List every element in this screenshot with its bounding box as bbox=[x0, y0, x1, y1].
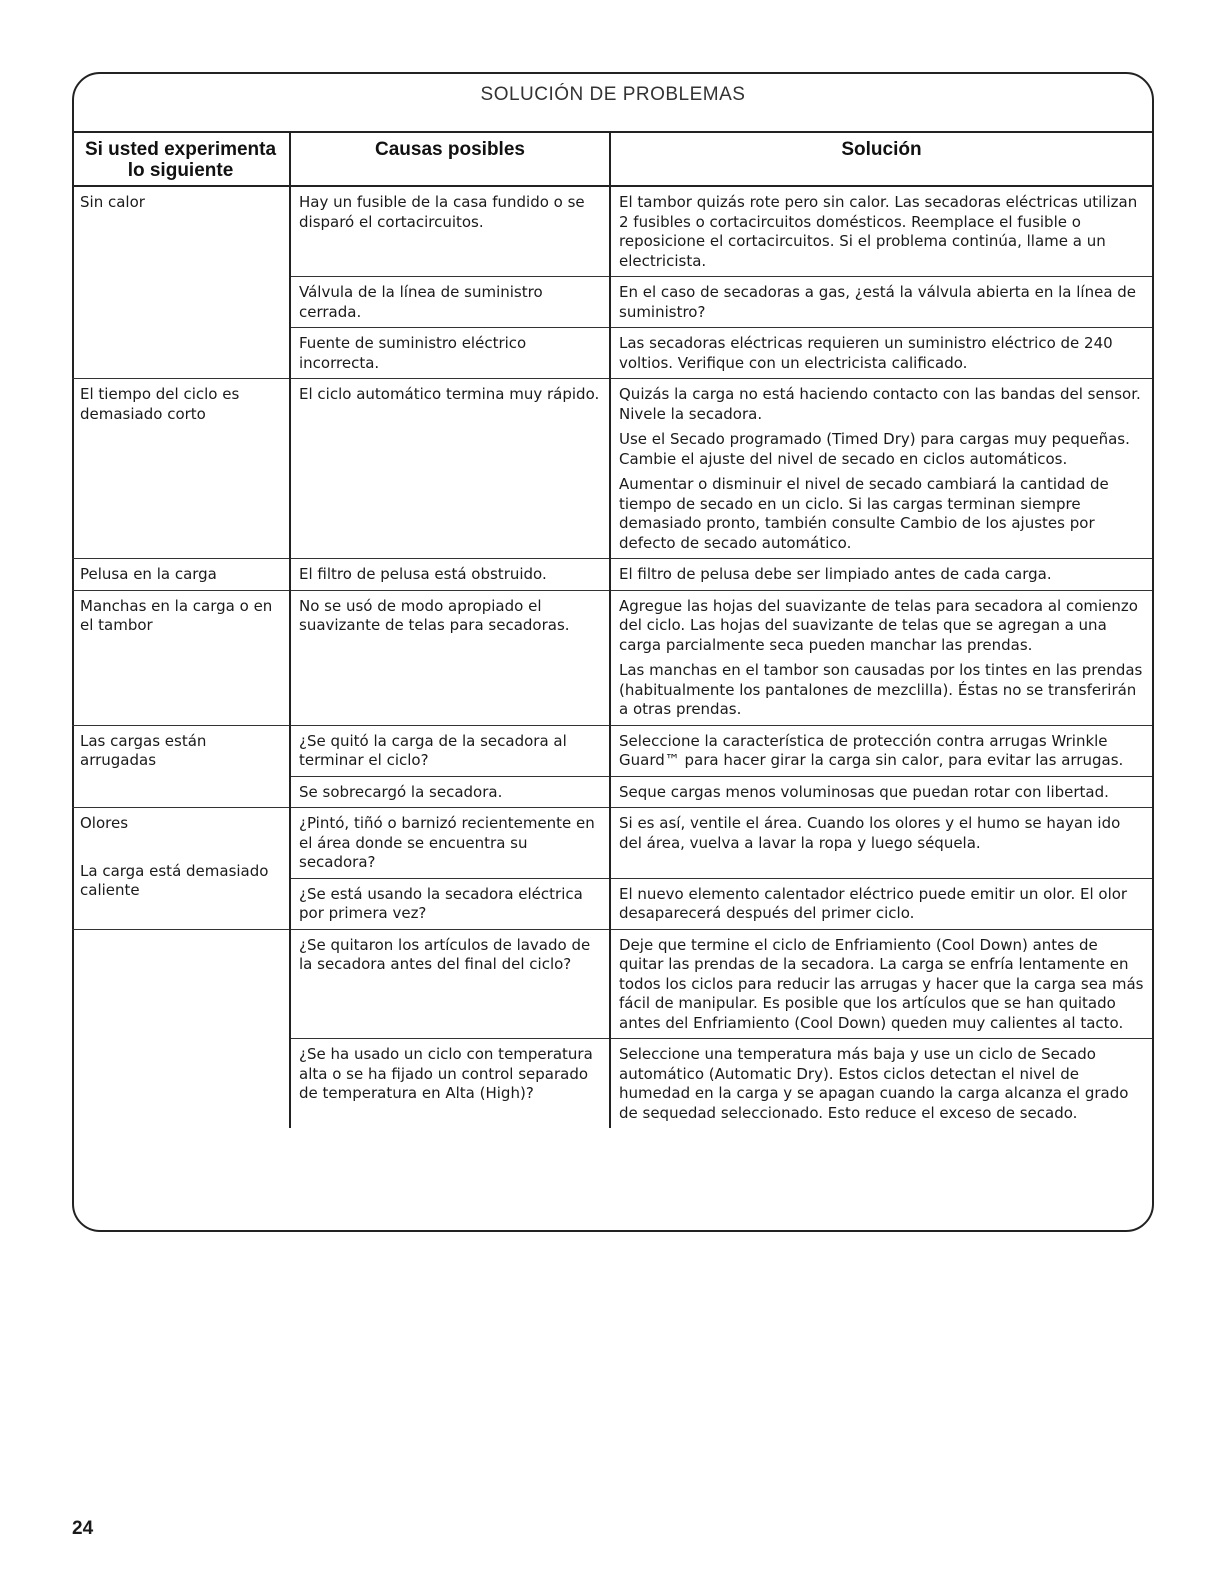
problem-text: Olores bbox=[80, 814, 129, 832]
solution-text: En el caso de secadoras a gas, ¿está la válvula abierta en la línea de suministro? bbox=[619, 283, 1137, 321]
solution-text: Aumentar o disminuir el nivel de secado cambiará la cantidad de tiempo de secado en un ciclo. Si las cargas terminan siempre demasiado pronto, también consulte Cambio de los ajustes por defecto de secado automático. bbox=[619, 475, 1109, 552]
cause-cell: Fuente de suministro eléctrico incorrecta. bbox=[290, 328, 610, 379]
cause-cell: No se usó de modo apropiado el suavizante de telas para secadoras. bbox=[290, 590, 610, 725]
cause-cell: ¿Se quitó la carga de la secadora al terminar el ciclo? bbox=[290, 725, 610, 776]
solution-text: El tambor quizás rote pero sin calor. Las secadoras eléctricas utilizan 2 fusibles o cortacircuitos domésticos. Reemplace el fusible o reposicione el cortacircuitos. Si el problema continúa, llame a un electricista. bbox=[619, 193, 1138, 270]
problem-cell bbox=[72, 808, 290, 930]
table-row bbox=[72, 725, 1152, 776]
problem-cell: Manchas en la carga o en el tambor bbox=[72, 590, 290, 725]
solution-cell bbox=[610, 1039, 1152, 1129]
troubleshooting-table-wrap bbox=[72, 131, 1152, 1128]
solution-cell bbox=[610, 590, 1152, 725]
troubleshooting-table bbox=[72, 131, 1152, 1128]
table-header-row bbox=[72, 132, 1152, 186]
table-row bbox=[72, 379, 1152, 559]
cause-cell: ¿Se está usando la secadora eléctrica por primera vez? bbox=[290, 878, 610, 929]
table-row bbox=[72, 186, 1152, 277]
solution-text: El nuevo elemento calentador eléctrico puede emitir un olor. El olor desaparecerá después del primer ciclo. bbox=[619, 884, 1128, 922]
table-row bbox=[72, 590, 1152, 725]
header-cause: Causas posibles bbox=[290, 132, 610, 186]
solution-cell bbox=[610, 929, 1152, 1039]
solution-cell bbox=[610, 277, 1152, 328]
cause-cell: ¿Se ha usado un ciclo con temperatura alta o se ha fijado un control separado de temperatura en Alta (High)? bbox=[290, 1039, 610, 1129]
solution-cell bbox=[610, 559, 1152, 591]
cause-cell: ¿Pintó, tiñó o barnizó recientemente en el área donde se encuentra su secadora? bbox=[290, 808, 610, 879]
cause-cell: El filtro de pelusa está obstruido. bbox=[290, 559, 610, 591]
solution-cell bbox=[610, 328, 1152, 379]
cause-cell: Se sobrecargó la secadora. bbox=[290, 776, 610, 808]
cause-cell: Válvula de la línea de suministro cerrada. bbox=[290, 277, 610, 328]
solution-cell bbox=[610, 186, 1152, 277]
page-number: 24 bbox=[72, 1518, 94, 1539]
problem-text: La carga está demasiado caliente bbox=[80, 861, 269, 899]
cause-cell: Hay un fusible de la casa fundido o se disparó el cortacircuitos. bbox=[290, 186, 610, 277]
problem-cell: El tiempo del ciclo es demasiado corto bbox=[72, 379, 290, 559]
problem-cell: Las cargas están arrugadas bbox=[72, 725, 290, 808]
cause-cell: El ciclo automático termina muy rápido. bbox=[290, 379, 610, 559]
header-problem: Si usted experimenta lo siguiente bbox=[72, 132, 290, 186]
solution-text: Seque cargas menos voluminosas que puedan rotar con libertad. bbox=[619, 782, 1109, 801]
problem-cell: Sin calor bbox=[80, 193, 145, 211]
cause-cell: ¿Se quitaron los artículos de lavado de la secadora antes del final del ciclo? bbox=[290, 929, 610, 1039]
solution-cell bbox=[610, 808, 1152, 879]
solution-text: Seleccione una temperatura más baja y use un ciclo de Secado automático (Automatic Dry). Estos ciclos detectan el nivel de humedad en la carga y se apagan cuando la carga alcanza el grado de sequedad seleccionado. Esto reduce el exceso de secado. bbox=[619, 1045, 1129, 1122]
solution-cell bbox=[610, 725, 1152, 776]
solution-text: Seleccione la característica de protección contra arrugas Wrinkle Guard™ para hacer girar la carga sin calor, para evitar las arrugas. bbox=[619, 731, 1124, 769]
table-row bbox=[72, 808, 1152, 879]
table-row bbox=[72, 929, 1152, 1039]
solution-text: Si es así, ventile el área. Cuando los olores y el humo se hayan ido del área, vuelva a lavar la ropa y luego séquela. bbox=[619, 814, 1121, 852]
solution-cell bbox=[610, 379, 1152, 559]
solution-text: Use el Secado programado (Timed Dry) para cargas muy pequeñas. Cambie el ajuste del nivel de secado en ciclos automáticos. bbox=[619, 430, 1130, 468]
page-title: SOLUCIÓN DE PROBLEMAS bbox=[480, 84, 746, 105]
solution-text: Quizás la carga no está haciendo contacto con las bandas del sensor. Nivele la secadora. bbox=[619, 385, 1141, 423]
solution-text: El filtro de pelusa debe ser limpiado antes de cada carga. bbox=[619, 565, 1052, 583]
solution-text: Las secadoras eléctricas requieren un suministro eléctrico de 240 voltios. Verifique con un electricista calificado. bbox=[619, 334, 1113, 372]
solution-cell bbox=[610, 776, 1152, 808]
solution-text: Deje que termine el ciclo de Enfriamiento (Cool Down) antes de quitar las prendas de la secadora. La carga se enfría lentamente en todos los ciclos para reducir las arrugas y hacer que la carga sea más fácil de manipular. Es posible que los artículos que se han quitado antes del Enfriamiento (Cool Down) queden muy calientes al tacto. bbox=[619, 935, 1144, 1032]
table-row bbox=[72, 559, 1152, 591]
solution-text: Agregue las hojas del suavizante de telas para secadora al comienzo del ciclo. Las hojas del suavizante de telas que se agregan a una carga parcialmente seca pueden manchar las prendas. bbox=[619, 596, 1138, 654]
solution-text: Las manchas en el tambor son causadas por los tintes en las prendas (habitualmente los pantalones de mezclilla). Éstas no se transferirán a otras prendas. bbox=[619, 661, 1143, 718]
header-solution: Solución bbox=[610, 132, 1152, 186]
problem-cell bbox=[72, 929, 290, 1128]
problem-cell: Pelusa en la carga bbox=[72, 559, 290, 591]
solution-cell bbox=[610, 878, 1152, 929]
